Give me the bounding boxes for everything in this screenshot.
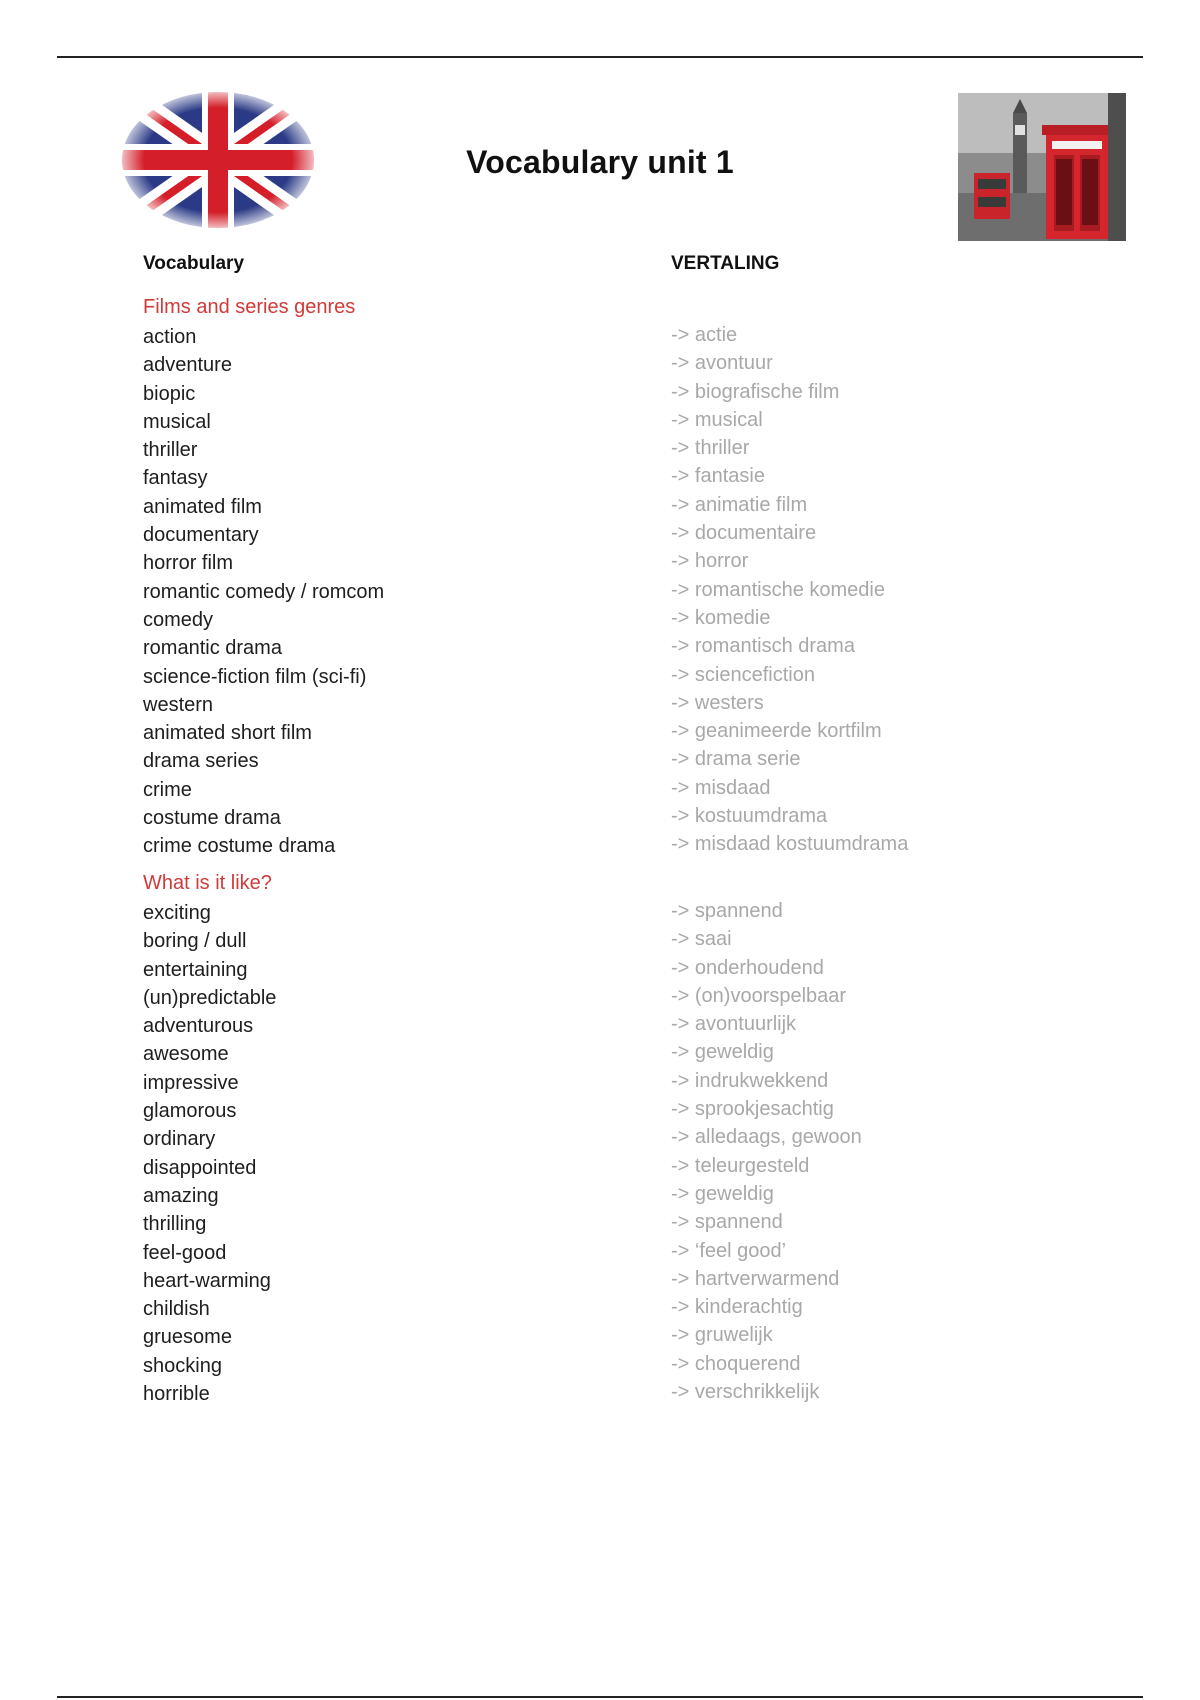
english-term: romantic drama <box>143 637 282 660</box>
dutch-translation: -> fantasie <box>671 465 765 488</box>
dutch-translation: -> musical <box>671 408 763 431</box>
dutch-translation: -> alledaags, gewoon <box>671 1126 862 1149</box>
english-term: thrilling <box>143 1213 207 1236</box>
list-item <box>143 1012 1143 1040</box>
english-term: adventurous <box>143 1015 254 1038</box>
section-film-genres <box>143 293 1143 861</box>
dutch-translation: -> indrukwekkend <box>671 1069 829 1092</box>
list-item <box>143 956 1143 984</box>
dutch-translation: -> misdaad kostuumdrama <box>671 833 909 856</box>
dutch-translation: -> romantische komedie <box>671 578 885 601</box>
english-term: fantasy <box>143 467 208 490</box>
list-item <box>143 719 1143 747</box>
english-term: documentary <box>143 524 259 547</box>
dutch-translation: -> drama serie <box>671 748 801 771</box>
list-item <box>143 1154 1143 1182</box>
list-item <box>143 899 1143 927</box>
dutch-translation: -> horror <box>671 550 749 573</box>
dutch-translation: -> sprookjesachtig <box>671 1098 834 1121</box>
dutch-translation: -> romantisch drama <box>671 635 855 658</box>
english-term: (un)predictable <box>143 986 277 1009</box>
list-item <box>143 1097 1143 1125</box>
list-item <box>143 323 1143 351</box>
section-title: What is it like? <box>143 872 272 894</box>
english-term: awesome <box>143 1043 229 1066</box>
london-phone-booth-photo-icon <box>958 93 1126 241</box>
dutch-translation: -> avontuur <box>671 352 773 375</box>
list-item <box>143 747 1143 775</box>
dutch-translation: -> biografische film <box>671 380 840 403</box>
dutch-translation: -> thriller <box>671 437 750 460</box>
list-item <box>143 380 1143 408</box>
dutch-translation: -> sciencefiction <box>671 663 815 686</box>
english-term: gruesome <box>143 1326 232 1349</box>
english-term: impressive <box>143 1071 239 1094</box>
english-term: disappointed <box>143 1156 257 1179</box>
dutch-translation: -> onderhoudend <box>671 956 824 979</box>
english-term: feel-good <box>143 1241 227 1264</box>
dutch-translation: -> avontuurlijk <box>671 1013 797 1036</box>
english-term: horror film <box>143 552 234 575</box>
dutch-translation: -> spannend <box>671 1211 783 1234</box>
section-title: Films and series genres <box>143 296 356 318</box>
list-item <box>143 351 1143 379</box>
dutch-translation: -> geweldig <box>671 1182 774 1205</box>
dutch-translation: -> geanimeerde kortfilm <box>671 720 882 743</box>
dutch-translation: -> gruwelijk <box>671 1324 773 1347</box>
english-term: shocking <box>143 1354 222 1377</box>
english-term: adventure <box>143 354 232 377</box>
list-item <box>143 804 1143 832</box>
dutch-translation: -> spannend <box>671 900 783 922</box>
english-term: thriller <box>143 439 198 462</box>
list-item <box>143 1182 1143 1210</box>
english-term: ordinary <box>143 1128 216 1151</box>
translation-column-header: VERTALING <box>671 253 780 274</box>
list-item <box>143 1040 1143 1068</box>
dutch-translation: -> kostuumdrama <box>671 805 828 828</box>
list-item <box>143 832 1143 860</box>
dutch-translation: -> komedie <box>671 606 771 629</box>
section-what-is-it-like <box>143 869 1143 1408</box>
list-item <box>143 1323 1143 1351</box>
list-item <box>143 606 1143 634</box>
english-term: action <box>143 326 197 348</box>
list-item <box>143 1267 1143 1295</box>
dutch-translation: -> hartverwarmend <box>671 1267 840 1290</box>
dutch-translation: -> (on)voorspelbaar <box>671 984 847 1007</box>
english-term: glamorous <box>143 1100 237 1123</box>
word-list <box>143 899 1143 1408</box>
dutch-translation: -> geweldig <box>671 1041 774 1064</box>
english-term: boring / dull <box>143 930 247 953</box>
word-list <box>143 323 1143 861</box>
english-term: entertaining <box>143 958 248 981</box>
dutch-translation: -> actie <box>671 324 738 346</box>
english-term: animated short film <box>143 722 312 745</box>
list-item <box>143 493 1143 521</box>
english-term: musical <box>143 410 211 433</box>
list-item <box>143 408 1143 436</box>
english-term: animated film <box>143 495 262 518</box>
list-item <box>143 663 1143 691</box>
english-term: romantic comedy / romcom <box>143 580 385 603</box>
list-item <box>143 1239 1143 1267</box>
dutch-translation: -> westers <box>671 691 764 714</box>
english-term: childish <box>143 1298 210 1321</box>
list-item <box>143 521 1143 549</box>
english-term: amazing <box>143 1184 219 1207</box>
list-item <box>143 776 1143 804</box>
list-item <box>143 1352 1143 1380</box>
dutch-translation: -> ‘feel good’ <box>671 1239 787 1262</box>
english-term: crime <box>143 778 192 801</box>
list-item <box>143 1295 1143 1323</box>
list-item <box>143 691 1143 719</box>
list-item <box>143 578 1143 606</box>
list-item <box>143 927 1143 955</box>
top-rule <box>57 56 1143 58</box>
list-item <box>143 1210 1143 1238</box>
dutch-translation: -> documentaire <box>671 522 817 545</box>
bottom-rule <box>57 1696 1143 1698</box>
list-item <box>143 1380 1143 1408</box>
page-title: Vocabulary unit 1 <box>466 144 734 180</box>
dutch-translation: -> misdaad <box>671 776 771 799</box>
english-term: heart-warming <box>143 1269 271 1292</box>
english-term: science-fiction film (sci-fi) <box>143 665 367 688</box>
english-term: western <box>143 693 214 716</box>
dutch-translation: -> kinderachtig <box>671 1296 803 1319</box>
dutch-translation: -> teleurgesteld <box>671 1154 810 1177</box>
list-item <box>143 464 1143 492</box>
dutch-translation: -> animatie film <box>671 493 808 516</box>
english-term: drama series <box>143 750 259 773</box>
list-item <box>143 436 1143 464</box>
english-term: costume drama <box>143 807 281 830</box>
list-item <box>143 549 1143 577</box>
english-term: exciting <box>143 902 211 924</box>
english-term: biopic <box>143 382 196 405</box>
dutch-translation: -> saai <box>671 928 732 951</box>
list-item <box>143 984 1143 1012</box>
english-term: comedy <box>143 608 214 631</box>
vocabulary-column-header: Vocabulary <box>143 253 245 274</box>
list-item <box>143 1125 1143 1153</box>
list-item <box>143 634 1143 662</box>
english-term: horrible <box>143 1383 210 1406</box>
list-item <box>143 1069 1143 1097</box>
dutch-translation: -> verschrikkelijk <box>671 1381 820 1404</box>
english-term: crime costume drama <box>143 835 336 858</box>
dutch-translation: -> choquerend <box>671 1352 801 1375</box>
